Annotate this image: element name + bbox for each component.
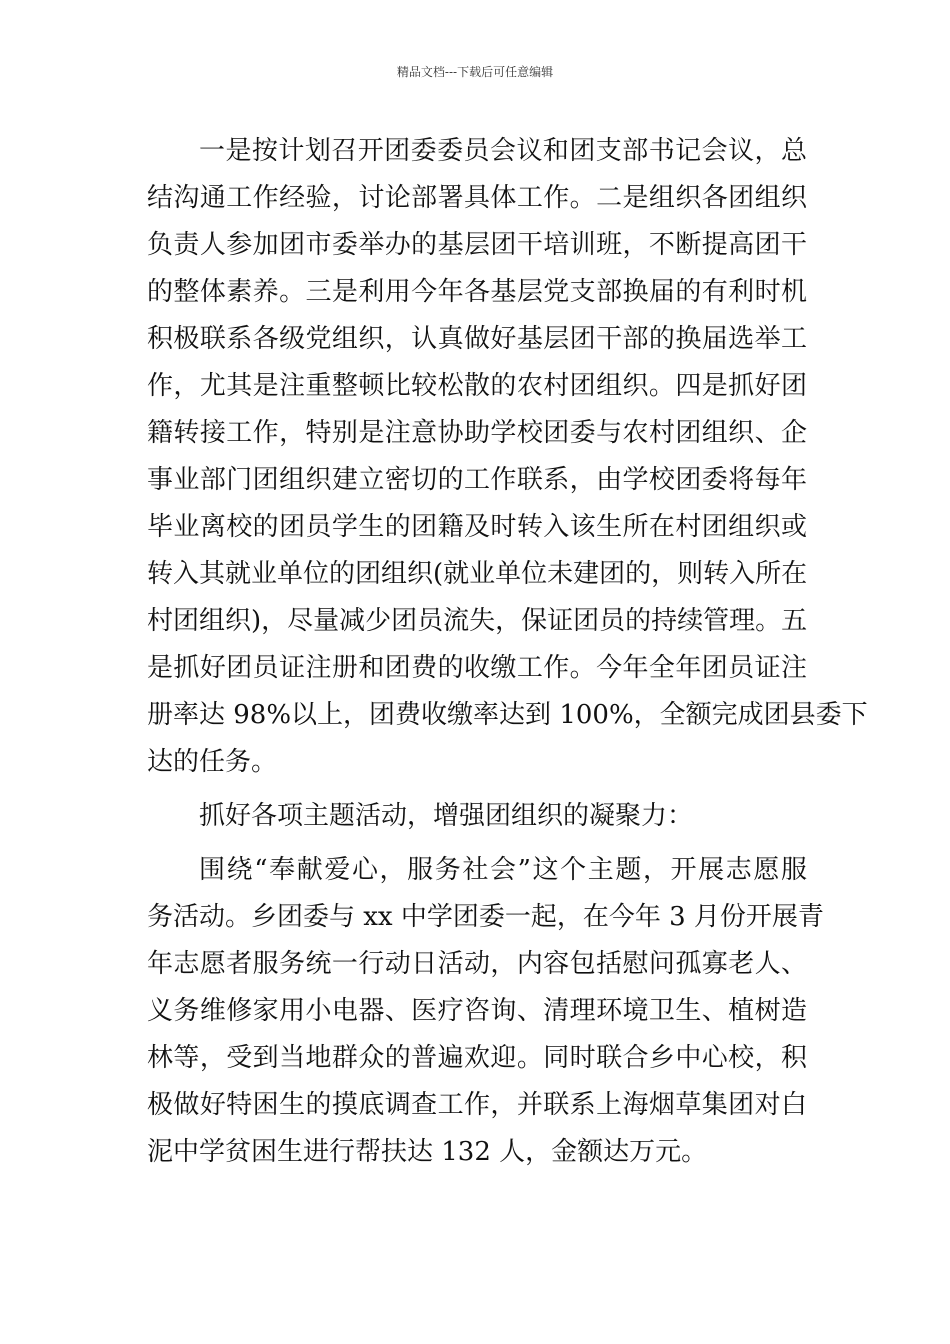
paragraph-line: 林等，受到当地群众的普遍欢迎。同时联合乡中心校，积	[147, 1043, 807, 1073]
paragraph-line: 转入其就业单位的团组织(就业单位未建团的，则转入所在	[147, 559, 808, 589]
paragraph-line: 事业部门团组织建立密切的工作联系，由学校团委将每年	[147, 465, 807, 495]
paragraph-line: 年志愿者服务统一行动日活动，内容包括慰问孤寡老人、	[147, 949, 807, 979]
paragraph-line: 达的任务。	[147, 747, 278, 777]
paragraph-line: 积极联系各级党组织，认真做好基层团干部的换届选举工	[147, 324, 807, 354]
paragraph-line: 册率达 98%以上，团费收缴率达到 100%，全额完成团县委下	[147, 700, 868, 730]
paragraph-line: 作，尤其是注重整顿比较松散的农村团组织。四是抓好团	[147, 371, 807, 401]
paragraph-line: 是抓好团员证注册和团费的收缴工作。今年全年团员证注	[147, 653, 807, 683]
paragraph-line: 极做好特困生的摸底调查工作，并联系上海烟草集团对白	[147, 1090, 807, 1120]
paragraph-line: 籍转接工作，特别是注意协助学校团委与农村团组织、企	[147, 418, 807, 448]
paragraph-line: 的整体素养。三是利用今年各基层党支部换届的有利时机	[147, 277, 807, 307]
paragraph-line: 毕业离校的团员学生的团籍及时转入该生所在村团组织或	[147, 512, 807, 542]
paragraph-line: 务活动。乡团委与 xx 中学团委一起，在今年 3 月份开展青	[147, 902, 824, 932]
paragraph-line: 结沟通工作经验，讨论部署具体工作。二是组织各团组织	[147, 183, 807, 213]
section-heading: 抓好各项主题活动，增强团组织的凝聚力：	[199, 801, 694, 831]
paragraph-line: 围绕“奉献爱心，服务社会”这个主题，开展志愿服	[199, 855, 807, 885]
paragraph-line: 一是按计划召开团委委员会议和团支部书记会议，总	[199, 136, 807, 166]
paragraph-line: 村团组织)，尽量减少团员流失，保证团员的持续管理。五	[147, 606, 808, 636]
paragraph-line: 义务维修家用小电器、医疗咨询、清理环境卫生、植树造	[147, 996, 807, 1026]
paragraph-line: 泥中学贫困生进行帮扶达 132 人，金额达万元。	[147, 1137, 708, 1167]
page-header: 精品文档---下载后可任意编辑	[396, 65, 554, 79]
paragraph-line: 负责人参加团市委举办的基层团干培训班，不断提高团干	[147, 230, 807, 260]
